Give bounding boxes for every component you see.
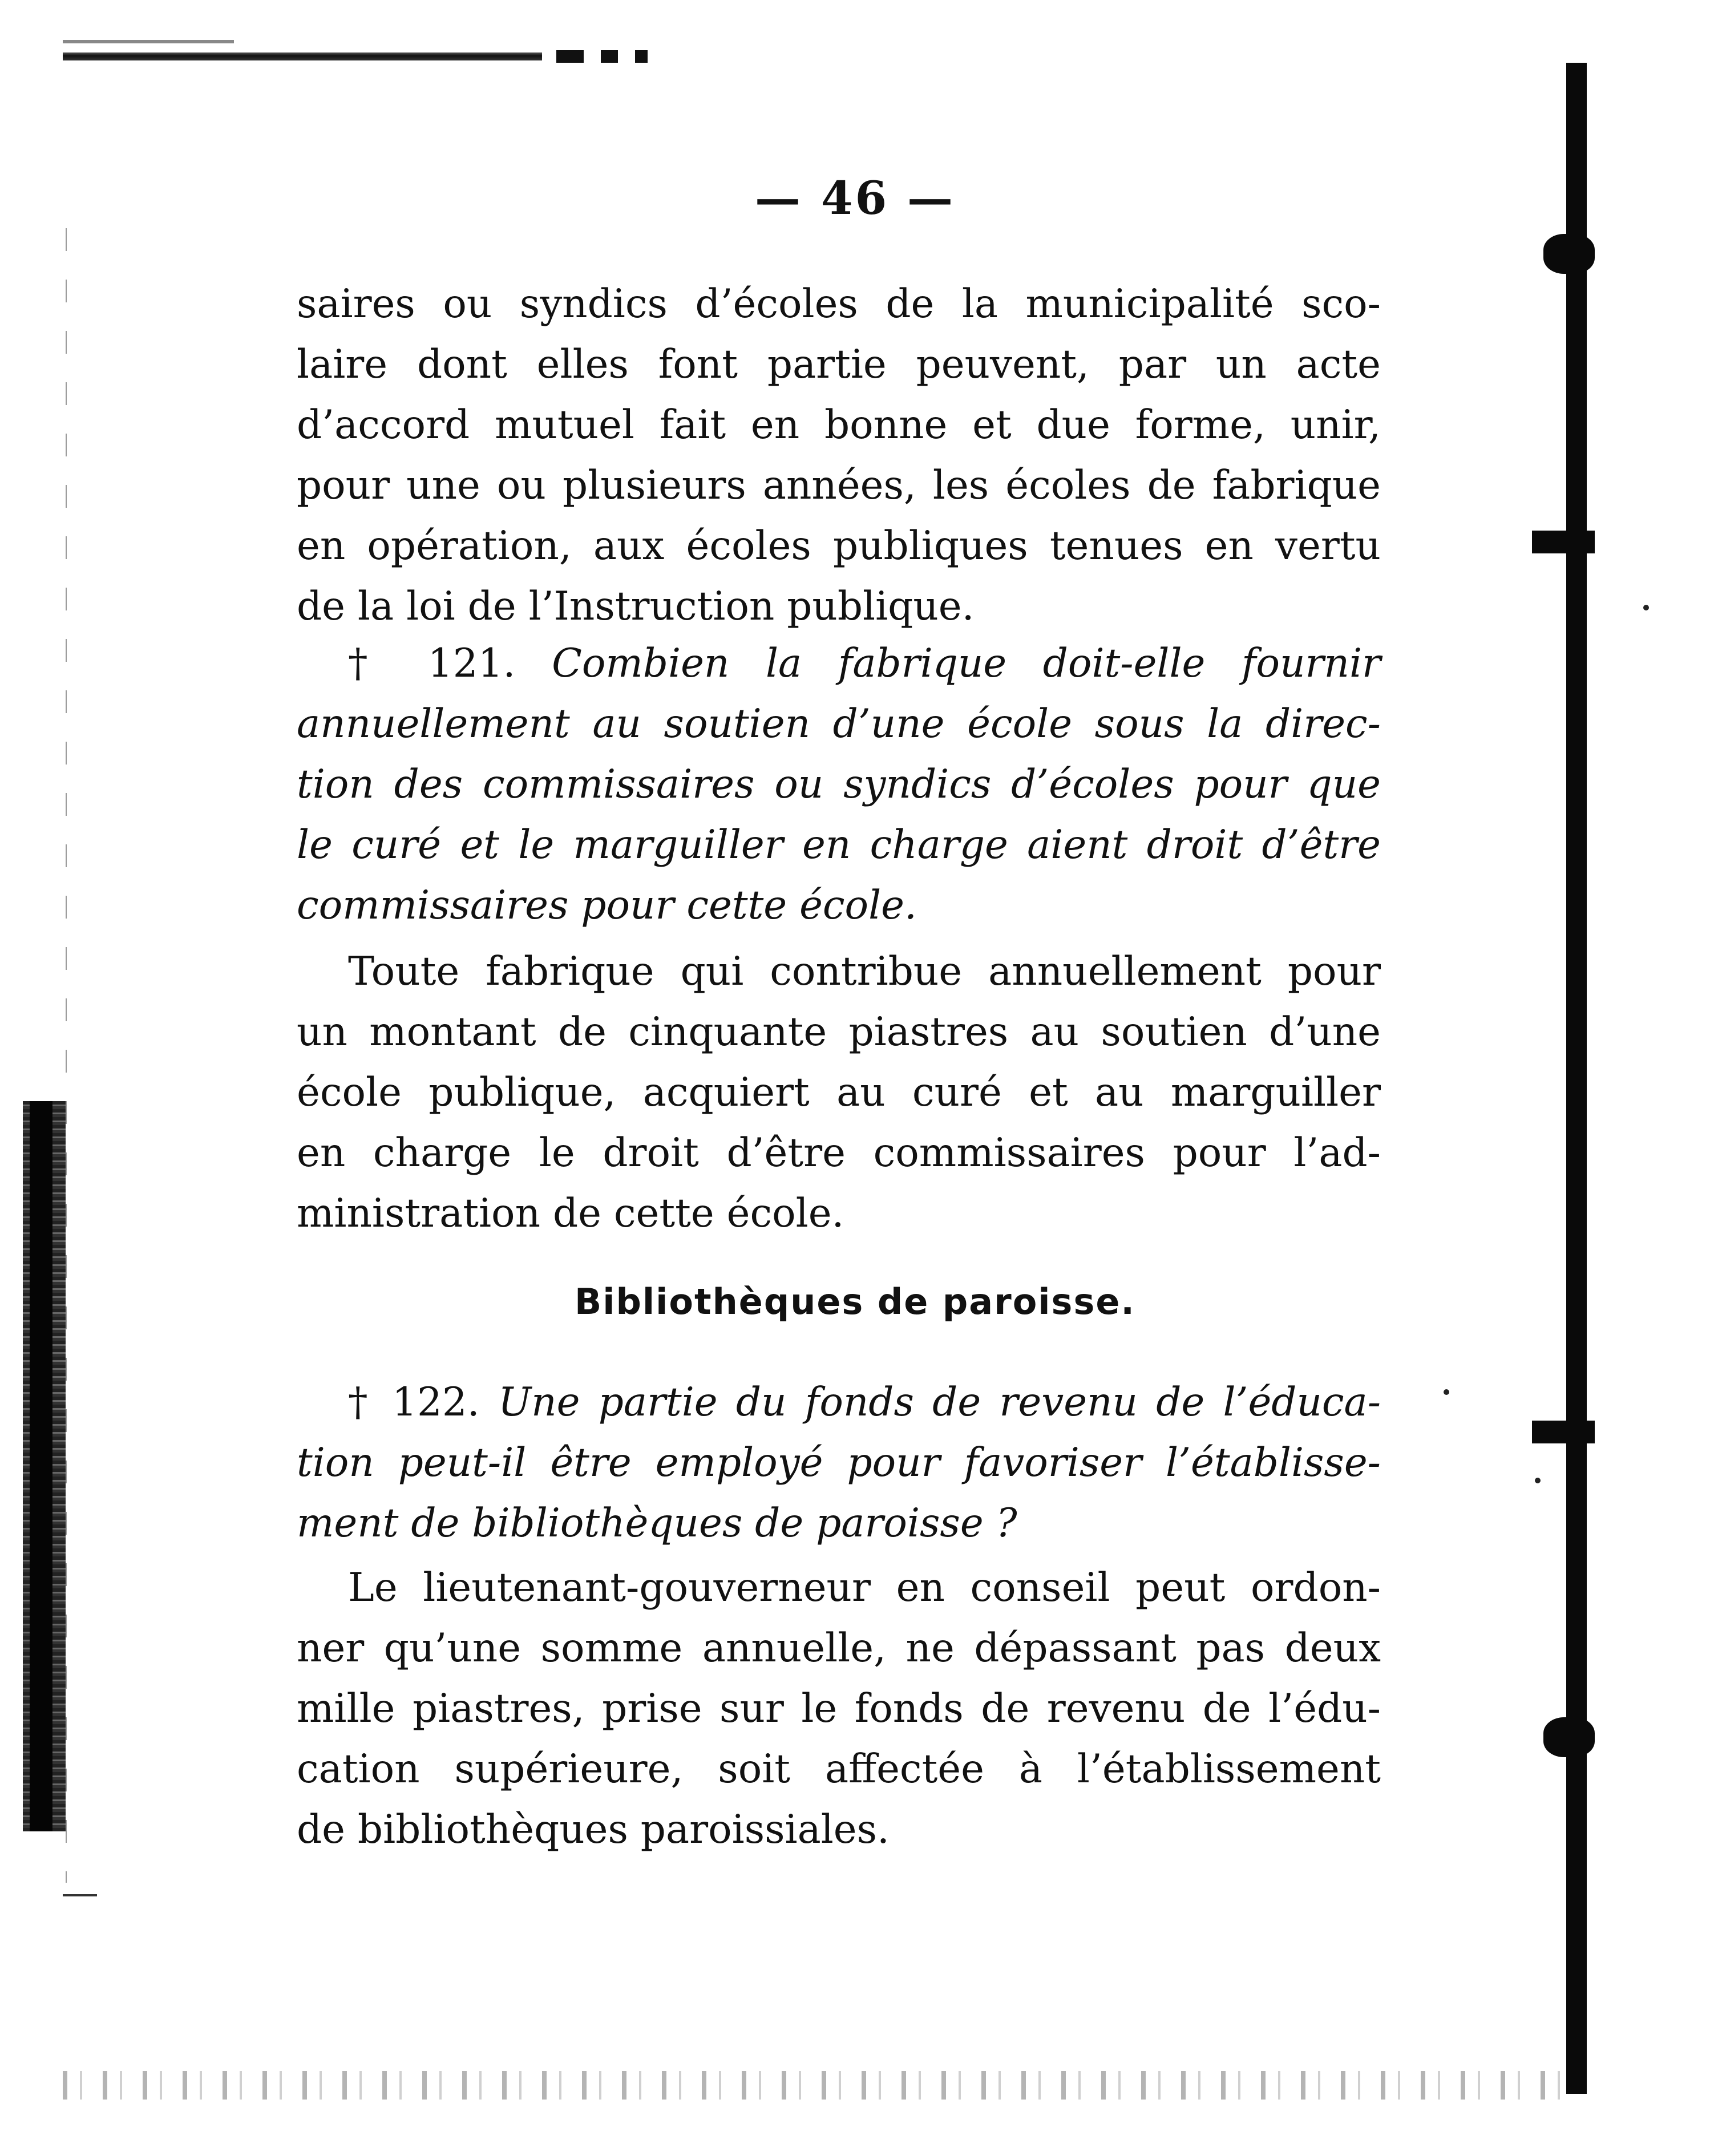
scan-artifact-knot — [1543, 234, 1595, 274]
scan-artifact-top-faint-rule — [63, 40, 234, 43]
scan-artifact-bottom-noise — [63, 2071, 1569, 2100]
question-text: Une partie du fonds de revenu de l’éduca- — [498, 1380, 1381, 1425]
scan-artifact-dot — [1444, 1389, 1449, 1395]
page-number: — 46 — — [754, 171, 956, 225]
answer-121 — [297, 941, 1381, 1244]
text-line: annuellement au soutien d’une école sous la direc- — [297, 701, 1381, 747]
text-line: Toute fabrique qui contribue annuellement pour — [348, 949, 1381, 994]
text-line: tion peut-il être employé pour favoriser l’établisse- — [297, 1440, 1381, 1486]
text-line: commissaires pour cette école. — [297, 883, 917, 928]
text-line: ment de bibliothèques de paroisse ? — [297, 1500, 1017, 1546]
text-line: école publique, acquiert au curé et au marguiller — [297, 1070, 1381, 1115]
paragraph-continuation — [297, 274, 1381, 637]
text-line: saires ou syndics d’écoles de la municipalité sco- — [297, 281, 1381, 327]
section-heading: Bibliothèques de paroisse. — [575, 1281, 1135, 1322]
text-line: en charge le droit d’être commissaires pour l’ad- — [297, 1130, 1381, 1176]
text-line — [297, 1372, 1381, 1433]
question-marker: † 122. — [348, 1380, 480, 1425]
scan-artifact-knot — [1543, 1717, 1595, 1757]
text-line: tion des commissaires ou syndics d’écoles pour que — [297, 762, 1381, 807]
text-line — [297, 633, 1381, 694]
text-line: Le lieutenant-gouverneur en conseil peut ordon- — [348, 1565, 1381, 1611]
scan-artifact-top-rule — [63, 52, 542, 60]
text-line: de la loi de l’Instruction publique. — [297, 584, 975, 629]
question-marker: † 121. — [348, 641, 516, 686]
scan-artifact-dot — [1643, 605, 1649, 610]
text-line: laire dont elles font partie peuvent, par un acte — [297, 342, 1381, 387]
text-line: mille piastres, prise sur le fonds de revenu de l’édu- — [297, 1686, 1381, 1732]
text-line: le curé et le marguiller en charge aient droit d’être — [297, 822, 1381, 868]
question-text: Combien la fabrique doit-elle fournir — [552, 641, 1381, 686]
text-line: pour une ou plusieurs années, les écoles de fabrique — [297, 463, 1381, 508]
question-121 — [297, 633, 1381, 936]
answer-122 — [297, 1558, 1381, 1860]
scan-artifact-left-mark — [63, 1894, 97, 1896]
scan-artifact-right-binding — [1566, 63, 1587, 2094]
text-line: en opération, aux écoles publiques tenues en vertu — [297, 523, 1381, 569]
text-line: de bibliothèques paroissiales. — [297, 1807, 890, 1852]
question-122 — [297, 1372, 1381, 1554]
scan-artifact-left-edge — [23, 1101, 66, 1831]
text-line: d’accord mutuel fait en bonne et due forme, unir, — [297, 402, 1381, 448]
text-line: ministration de cette école. — [297, 1191, 844, 1236]
text-line: cation supérieure, soit affectée à l’établissement — [297, 1746, 1381, 1792]
text-line: un montant de cinquante piastres au soutien d’une — [297, 1009, 1381, 1055]
scan-artifact-top-blocks — [556, 50, 648, 63]
text-line: ner qu’une somme annuelle, ne dépassant pas deux — [297, 1625, 1381, 1671]
scan-artifact-left-line — [66, 228, 67, 1883]
scan-artifact-dot — [1535, 1478, 1541, 1483]
